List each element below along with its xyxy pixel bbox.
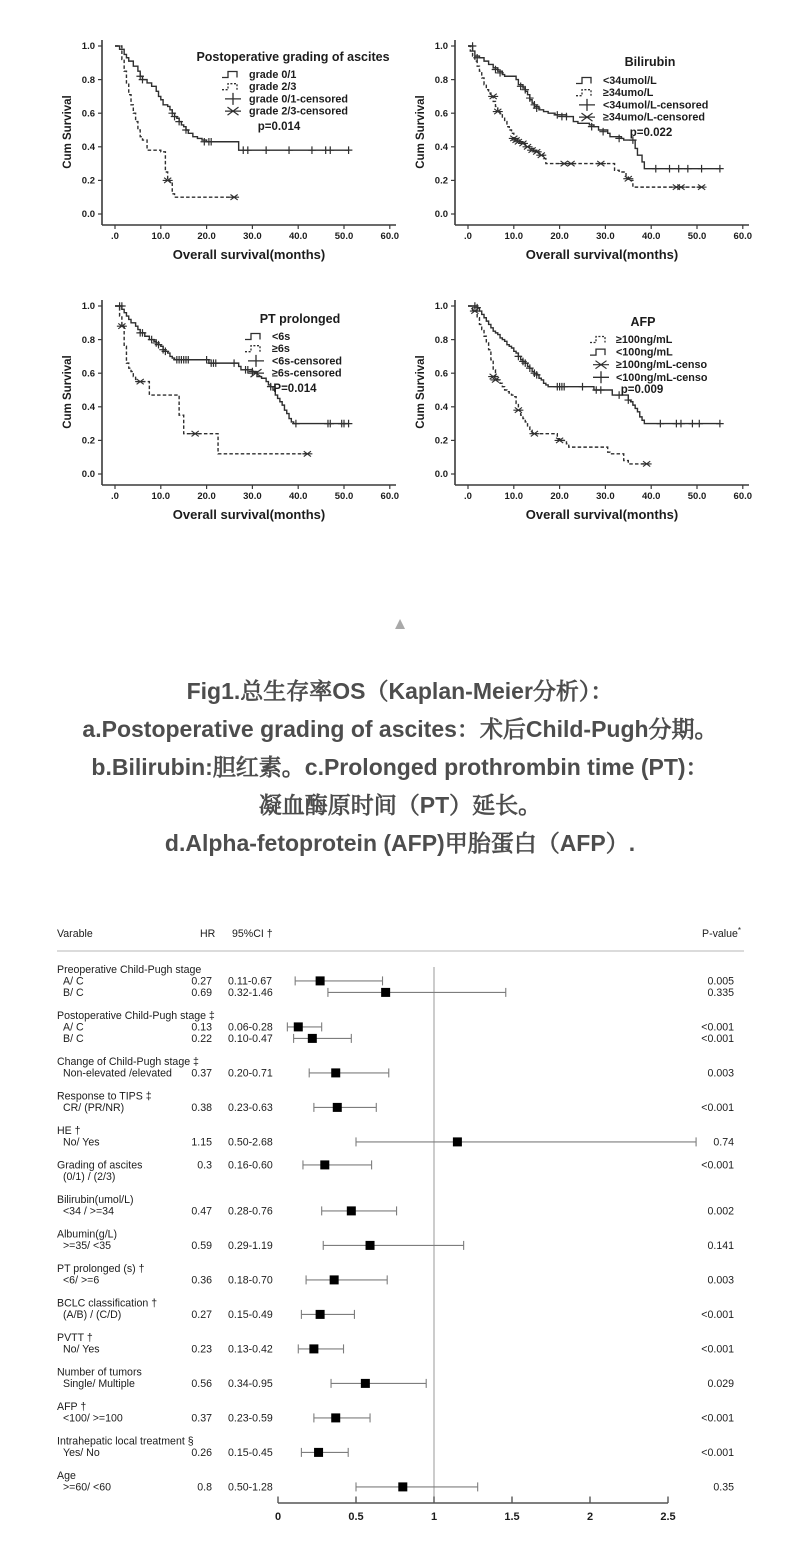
km-curve-dashed [115, 306, 307, 454]
svg-text:0.6: 0.6 [81, 368, 95, 380]
figure-caption [0, 672, 800, 862]
svg-text:BCLC classification †: BCLC classification † [57, 1297, 158, 1310]
censor-star-mark [676, 184, 686, 189]
svg-text:60.0: 60.0 [380, 231, 400, 242]
forest-row [57, 1436, 734, 1460]
svg-text:<0.001: <0.001 [701, 1309, 734, 1321]
caption-line: b.Bilirubin:胆红素。c.Prolonged prothrombin time (PT)： [91, 754, 709, 780]
km-legend-label: grade 2/3-censored [249, 105, 349, 118]
forest-estimate-square [381, 988, 390, 997]
svg-text:0.36: 0.36 [191, 1274, 212, 1287]
svg-text:<0.001: <0.001 [701, 1021, 734, 1034]
censor-plus-mark [625, 396, 633, 404]
svg-text:40.0: 40.0 [641, 491, 661, 502]
forest-estimate-square [347, 1206, 356, 1215]
forest-row [57, 1332, 734, 1356]
svg-text:Albumin(g/L): Albumin(g/L) [57, 1228, 118, 1241]
svg-text:20.0: 20.0 [550, 231, 569, 242]
svg-text:50.0: 50.0 [687, 231, 707, 242]
forest-estimate-square [331, 1413, 340, 1422]
censor-plus-mark [716, 165, 724, 173]
star-icon [593, 361, 609, 369]
svg-text:0.141: 0.141 [707, 1240, 734, 1252]
svg-text:0.50-2.68: 0.50-2.68 [228, 1136, 273, 1149]
svg-text:40.0: 40.0 [288, 231, 308, 242]
svg-text:0.029: 0.029 [707, 1378, 734, 1390]
plus-icon [593, 371, 609, 383]
censor-plus-mark [675, 165, 683, 173]
solid-step-icon [576, 78, 591, 84]
km-legend-label: <34umol/L-censored [603, 99, 709, 112]
svg-text:Intrahepatic local treatment §: Intrahepatic local treatment § [57, 1435, 194, 1448]
censor-star-mark [642, 461, 652, 466]
plus-icon [579, 99, 595, 111]
svg-text:50.0: 50.0 [334, 231, 354, 242]
svg-text:0.8: 0.8 [434, 334, 448, 346]
svg-text:20.0: 20.0 [550, 491, 569, 502]
censor-plus-mark [652, 165, 660, 173]
svg-text:10.0: 10.0 [151, 231, 171, 242]
forest-axis [275, 1497, 676, 1524]
svg-text:P-value*: P-value* [702, 926, 742, 940]
svg-text:20.0: 20.0 [197, 491, 216, 502]
km-legend-title: Bilirubin [624, 55, 676, 69]
svg-text:0.8: 0.8 [197, 1481, 212, 1494]
svg-text:0.37: 0.37 [191, 1067, 212, 1080]
star-icon [579, 113, 595, 121]
forest-estimate-square [453, 1137, 462, 1146]
svg-text:0.50-1.28: 0.50-1.28 [228, 1481, 273, 1494]
km-axes [82, 300, 399, 502]
km-xlabel: Overall survival(months) [525, 247, 679, 262]
svg-text:0.59: 0.59 [191, 1240, 212, 1252]
km-legend-title: AFP [630, 315, 656, 329]
svg-text:0.28-0.76: 0.28-0.76 [228, 1205, 273, 1218]
km-legend-label: ≥34umo/L [603, 87, 654, 100]
forest-row [57, 1091, 734, 1115]
svg-text:0.0: 0.0 [81, 469, 95, 481]
km-legend-title: PT prolonged [259, 312, 341, 326]
svg-text:.0: .0 [464, 491, 472, 502]
km-legend-label: <6s [272, 331, 291, 343]
censor-plus-mark [677, 420, 685, 428]
svg-text:0.5: 0.5 [348, 1511, 364, 1523]
svg-text:0.26: 0.26 [191, 1447, 212, 1459]
censor-plus-mark [308, 146, 316, 154]
dashed-step-icon [245, 346, 260, 352]
dashed-step-icon [222, 84, 237, 90]
svg-text:0.27: 0.27 [191, 975, 212, 988]
forest-estimate-square [320, 1160, 329, 1169]
km-axes [435, 40, 752, 242]
censor-plus-mark [657, 420, 665, 428]
svg-text:0.0: 0.0 [81, 209, 95, 221]
svg-text:1.0: 1.0 [81, 41, 95, 53]
svg-text:Age: Age [57, 1470, 76, 1482]
svg-text:0.23-0.59: 0.23-0.59 [228, 1412, 273, 1425]
censor-plus-mark [615, 135, 623, 143]
svg-text:2: 2 [586, 1511, 594, 1523]
svg-text:0.2: 0.2 [434, 435, 448, 447]
svg-text:Bilirubin(umol/L): Bilirubin(umol/L) [57, 1194, 134, 1206]
censor-plus-mark [698, 165, 706, 173]
svg-text:<0.001: <0.001 [701, 1102, 734, 1114]
svg-text:<0.001: <0.001 [701, 1447, 734, 1459]
svg-text:0.8: 0.8 [81, 334, 95, 346]
km-legend [245, 312, 342, 395]
km-legend [196, 50, 389, 133]
forest-estimate-square [333, 1103, 342, 1112]
svg-text:1: 1 [430, 1511, 438, 1523]
svg-text:0.74: 0.74 [713, 1136, 734, 1149]
svg-text:Single/ Multiple: Single/ Multiple [63, 1378, 135, 1390]
svg-text:60.0: 60.0 [733, 491, 753, 502]
svg-text:0: 0 [274, 1511, 282, 1523]
forest-row [57, 964, 734, 999]
svg-text:50.0: 50.0 [334, 491, 354, 502]
censor-plus-mark [554, 111, 562, 119]
forest-estimate-square [308, 1034, 317, 1043]
svg-text:0.27: 0.27 [191, 1309, 212, 1321]
svg-text:0.0: 0.0 [434, 469, 448, 481]
censor-star-mark [513, 407, 523, 412]
svg-text:Varable: Varable [57, 928, 93, 940]
km-series [115, 46, 239, 200]
svg-text:0.2: 0.2 [81, 435, 95, 447]
svg-text:Number of tumors: Number of tumors [57, 1366, 142, 1379]
km-xlabel: Overall survival(months) [525, 507, 679, 522]
km-xlabel: Overall survival(months) [172, 247, 326, 262]
svg-text:30.0: 30.0 [596, 231, 615, 242]
forest-estimate-square [361, 1379, 370, 1388]
censor-plus-mark [292, 420, 300, 428]
svg-text:0.47: 0.47 [191, 1205, 212, 1218]
km-xlabel: Overall survival(months) [172, 507, 326, 522]
forest-estimate-square [309, 1344, 318, 1353]
svg-text:1.5: 1.5 [504, 1511, 520, 1523]
censor-plus-mark [597, 386, 605, 394]
caption-line: d.Alpha-fetoprotein (AFP)甲胎蛋白（AFP）. [164, 830, 636, 856]
censor-plus-mark [326, 146, 334, 154]
caption-line: 凝血酶原时间（PT）延长。 [258, 792, 542, 818]
forest-estimate-square [294, 1022, 303, 1031]
svg-text:No/ Yes: No/ Yes [63, 1343, 100, 1356]
svg-text:HE †: HE † [57, 1125, 81, 1137]
svg-text:0.6: 0.6 [434, 108, 448, 120]
censor-plus-mark [262, 146, 270, 154]
km-p-value: p=0.009 [620, 384, 664, 396]
forest-estimate-square [366, 1241, 375, 1250]
svg-text:0.69: 0.69 [191, 987, 212, 999]
forest-row [57, 1263, 734, 1287]
censor-star-mark [529, 431, 539, 436]
censor-plus-mark [684, 165, 692, 173]
svg-text:1.0: 1.0 [434, 41, 448, 53]
km-legend-label: ≥100ng/mL-censo [616, 359, 708, 372]
svg-text:40.0: 40.0 [641, 231, 661, 242]
km-legend-label: ≥100ng/mL [616, 334, 673, 346]
svg-text:0.34-0.95: 0.34-0.95 [228, 1378, 273, 1390]
svg-text:0.06-0.28: 0.06-0.28 [228, 1021, 273, 1034]
forest-estimate-square [314, 1448, 323, 1457]
svg-text:Change of Child-Pugh stage ‡: Change of Child-Pugh stage ‡ [57, 1056, 199, 1068]
km-series [115, 306, 312, 457]
plus-icon [225, 93, 241, 105]
censor-star-mark [229, 195, 239, 200]
svg-text:A/ C: A/ C [63, 1021, 84, 1034]
forest-estimate-square [331, 1068, 340, 1077]
censor-plus-mark [599, 128, 607, 136]
svg-text:0.13-0.42: 0.13-0.42 [228, 1343, 273, 1356]
forest-row [57, 1470, 734, 1494]
svg-text:HR: HR [200, 928, 216, 940]
km-plot-bilirubin [410, 28, 755, 280]
svg-text:50.0: 50.0 [687, 491, 707, 502]
svg-text:0.15-0.49: 0.15-0.49 [228, 1309, 273, 1321]
collapse-triangle-icon[interactable]: ▲ [391, 614, 409, 633]
svg-text:0.2: 0.2 [81, 175, 95, 187]
km-curve-dashed [115, 46, 234, 197]
forest-row [57, 1010, 734, 1045]
svg-text:0.002: 0.002 [707, 1205, 734, 1218]
svg-text:0.23: 0.23 [191, 1343, 212, 1356]
svg-text:<100/ >=100: <100/ >=100 [63, 1412, 123, 1425]
svg-text:AFP †: AFP † [57, 1401, 87, 1413]
censor-plus-mark [563, 113, 571, 121]
svg-text:10.0: 10.0 [504, 231, 524, 242]
km-legend-label: <34umol/L [603, 75, 657, 87]
forest-row [57, 1056, 734, 1080]
svg-text:0.13: 0.13 [191, 1021, 212, 1034]
km-ylabel: Cum Survival [415, 355, 427, 429]
svg-text:0.4: 0.4 [434, 402, 448, 413]
censor-star-mark [302, 451, 312, 456]
km-legend-label: grade 0/1-censored [249, 93, 349, 106]
forest-row [57, 1401, 734, 1425]
forest-plot [0, 905, 800, 1565]
km-plot-afp [410, 288, 755, 540]
svg-text:B/ C: B/ C [63, 1033, 84, 1045]
censor-star-mark [596, 161, 606, 166]
forest-estimate-square [316, 1310, 325, 1319]
km-ylabel: Cum Survival [62, 95, 74, 169]
svg-text:0.4: 0.4 [81, 142, 95, 153]
km-legend-label: grade 0/1 [249, 69, 297, 81]
svg-text:CR/ (PR/NR): CR/ (PR/NR) [63, 1102, 125, 1114]
svg-text:<0.001: <0.001 [701, 1159, 734, 1172]
forest-row [57, 1194, 734, 1218]
svg-text:PVTT †: PVTT † [57, 1332, 93, 1344]
km-legend-label: ≥34umo/L-censored [603, 111, 705, 124]
svg-text:40.0: 40.0 [288, 491, 308, 502]
dashed-step-icon [590, 337, 605, 343]
km-p-value: P=0.014 [273, 383, 317, 395]
star-icon [225, 107, 241, 115]
svg-text:60.0: 60.0 [733, 231, 753, 242]
censor-plus-mark [244, 146, 252, 154]
svg-text:0.003: 0.003 [707, 1274, 734, 1287]
svg-text:(0/1) / (2/3): (0/1) / (2/3) [63, 1171, 116, 1183]
forest-estimate-square [316, 976, 325, 985]
svg-text:20.0: 20.0 [197, 231, 216, 242]
km-p-value: p=0.022 [629, 127, 673, 139]
svg-text:Preoperative Child-Pugh stage: Preoperative Child-Pugh stage [57, 964, 202, 976]
svg-text:.0: .0 [111, 491, 119, 502]
svg-text:(A/B) / (C/D): (A/B) / (C/D) [63, 1309, 122, 1321]
km-legend-title: Postoperative grading of ascites [196, 50, 390, 64]
svg-text:Non-elevated /elevated: Non-elevated /elevated [63, 1067, 172, 1080]
km-p-value: p=0.014 [257, 121, 301, 133]
svg-text:0.6: 0.6 [81, 108, 95, 120]
km-legend-label: <100ng/mL [616, 346, 673, 359]
svg-text:30.0: 30.0 [243, 231, 262, 242]
svg-text:10.0: 10.0 [504, 491, 524, 502]
svg-text:0.4: 0.4 [434, 142, 448, 153]
svg-text:<0.001: <0.001 [701, 1412, 734, 1425]
svg-text:0.6: 0.6 [434, 368, 448, 380]
censor-plus-mark [695, 420, 703, 428]
svg-text:.0: .0 [111, 231, 119, 242]
svg-text:0.003: 0.003 [707, 1067, 734, 1080]
svg-text:0.3: 0.3 [197, 1159, 212, 1172]
censor-plus-mark [345, 146, 353, 154]
svg-text:0.335: 0.335 [707, 987, 734, 999]
svg-text:1.0: 1.0 [434, 301, 448, 313]
svg-text:Postoperative Child-Pugh stage: Postoperative Child-Pugh stage ‡ [57, 1010, 215, 1022]
svg-text:0.8: 0.8 [434, 74, 448, 86]
forest-row [57, 1367, 734, 1391]
svg-text:<6/ >=6: <6/ >=6 [63, 1274, 100, 1287]
censor-star-mark [190, 431, 200, 436]
svg-text:10.0: 10.0 [151, 491, 171, 502]
svg-text:<0.001: <0.001 [701, 1343, 734, 1356]
svg-text:0.56: 0.56 [191, 1378, 212, 1390]
svg-text:0.29-1.19: 0.29-1.19 [228, 1240, 273, 1252]
svg-text:>=35/ <35: >=35/ <35 [63, 1240, 112, 1252]
svg-text:0.22: 0.22 [191, 1033, 212, 1045]
censor-plus-mark [230, 359, 238, 367]
svg-text:30.0: 30.0 [243, 491, 262, 502]
svg-text:0.005: 0.005 [707, 975, 734, 988]
km-legend-label: ≥6s-censored [272, 367, 342, 380]
km-legend-label: grade 2/3 [249, 81, 297, 94]
svg-text:No/ Yes: No/ Yes [63, 1136, 100, 1149]
svg-text:0.37: 0.37 [191, 1412, 212, 1425]
svg-text:0.35: 0.35 [713, 1481, 734, 1494]
forest-row [57, 1298, 734, 1322]
svg-text:0.4: 0.4 [81, 402, 95, 413]
censor-plus-mark [716, 420, 724, 428]
svg-text:95%CI †: 95%CI † [232, 928, 273, 940]
km-plot-pt-prolonged [57, 288, 402, 540]
censor-plus-mark [666, 165, 674, 173]
km-axes [82, 40, 399, 242]
svg-text:>=60/ <60: >=60/ <60 [63, 1481, 112, 1494]
censor-plus-mark [689, 420, 697, 428]
svg-text:0.16-0.60: 0.16-0.60 [228, 1159, 273, 1172]
km-legend-label: <100ng/mL-censo [616, 371, 708, 384]
caption-line: Fig1.总生存率OS（Kaplan-Meier分析）： [186, 678, 614, 704]
plus-icon [248, 355, 264, 367]
svg-text:0.10-0.47: 0.10-0.47 [228, 1033, 273, 1045]
censor-star-mark [135, 379, 145, 384]
censor-plus-mark [579, 383, 587, 391]
svg-text:0.32-1.46: 0.32-1.46 [228, 987, 273, 999]
svg-text:A/ C: A/ C [63, 975, 84, 988]
svg-text:0.23-0.63: 0.23-0.63 [228, 1102, 273, 1114]
solid-step-icon [245, 334, 260, 340]
svg-text:0.11-0.67: 0.11-0.67 [228, 975, 272, 988]
km-legend-label: <6s-censored [272, 355, 342, 368]
svg-text:Yes/ No: Yes/ No [63, 1447, 100, 1459]
forest-row [57, 1125, 734, 1149]
censor-star-mark [697, 184, 707, 189]
svg-text:<34 / >=34: <34 / >=34 [63, 1205, 114, 1218]
svg-text:0.15-0.45: 0.15-0.45 [228, 1447, 273, 1459]
km-legend-label: ≥6s [272, 343, 290, 356]
svg-text:<0.001: <0.001 [701, 1033, 734, 1045]
forest-row [57, 1160, 734, 1184]
km-plot-ascites [57, 28, 402, 280]
km-axes [435, 300, 752, 502]
forest-estimate-square [398, 1482, 407, 1491]
svg-text:1.0: 1.0 [81, 301, 95, 313]
svg-text:30.0: 30.0 [596, 491, 615, 502]
svg-text:0.8: 0.8 [81, 74, 95, 86]
censor-plus-mark [345, 420, 353, 428]
svg-text:2.5: 2.5 [660, 1511, 676, 1523]
svg-text:0.18-0.70: 0.18-0.70 [228, 1274, 273, 1287]
svg-text:0.38: 0.38 [191, 1102, 212, 1114]
forest-header [57, 926, 741, 940]
svg-text:.0: .0 [464, 231, 472, 242]
svg-text:0.2: 0.2 [434, 175, 448, 187]
dashed-step-icon [576, 90, 591, 96]
solid-step-icon [590, 349, 605, 355]
svg-text:0.20-0.71: 0.20-0.71 [228, 1067, 273, 1080]
svg-text:PT prolonged (s) †: PT prolonged (s) † [57, 1263, 145, 1275]
caption-line: a.Postoperative grading of ascites：术后Child-Pugh分期。 [82, 716, 718, 742]
solid-step-icon [222, 72, 237, 78]
km-legend [590, 315, 708, 396]
svg-text:0.0: 0.0 [434, 209, 448, 221]
svg-text:Response to TIPS ‡: Response to TIPS ‡ [57, 1090, 152, 1103]
km-ylabel: Cum Survival [415, 95, 427, 169]
forest-row [57, 1229, 734, 1253]
forest-estimate-square [330, 1275, 339, 1284]
svg-text:B/ C: B/ C [63, 987, 84, 999]
svg-text:1.15: 1.15 [191, 1136, 212, 1149]
censor-plus-mark [285, 146, 293, 154]
svg-text:Grading of ascites: Grading of ascites [57, 1159, 143, 1172]
km-ylabel: Cum Survival [62, 355, 74, 429]
svg-text:60.0: 60.0 [380, 491, 400, 502]
